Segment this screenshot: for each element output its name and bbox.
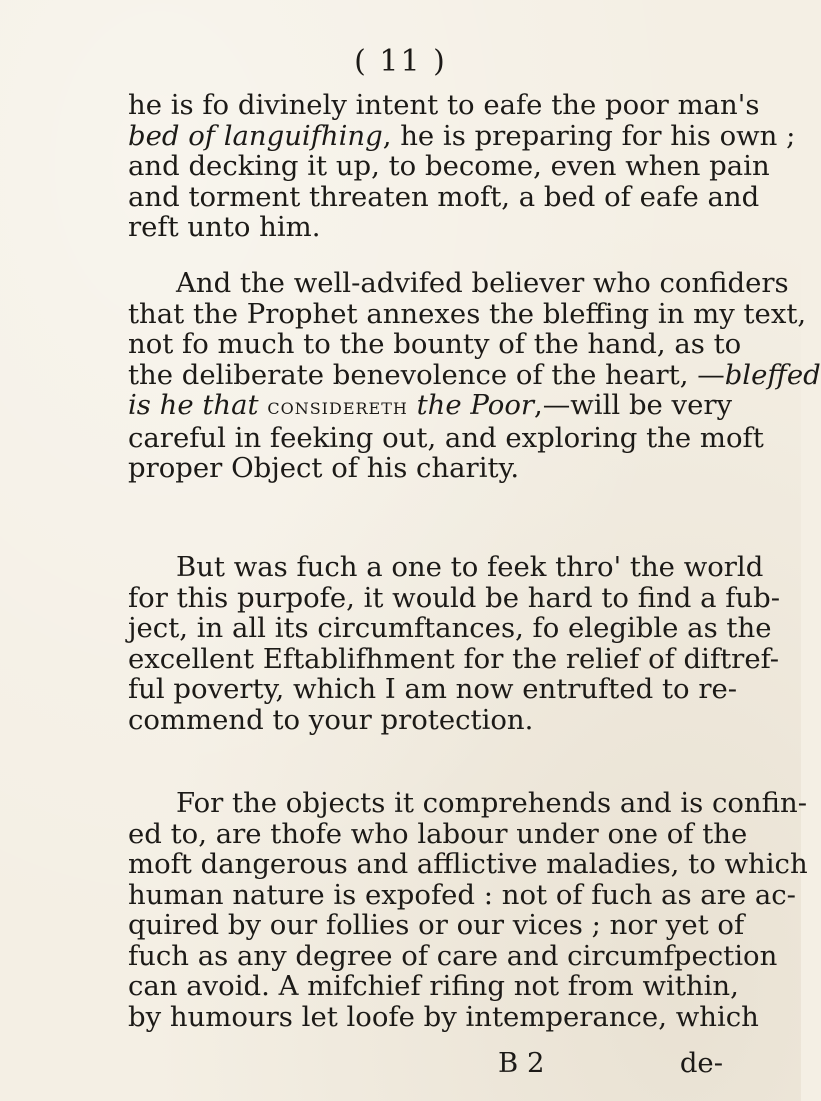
text-line: moft dangerous and afflictive maladies, to which [128,848,808,880]
small-caps-word: considereth [267,394,408,420]
text-line: by humours let loofe by intemperance, which [128,1000,759,1033]
text-line: For the objects it comprehends and is confin- [176,787,807,819]
text-line: and torment threaten moft, a bed of eafe and [128,180,760,213]
text-line [128,389,733,423]
text-line: careful in feeking out, and exploring the moft [128,421,764,454]
text-line: And the well-advifed believer who confiders [176,267,789,299]
text-line: proper Object of his charity. [128,452,520,484]
italic-phrase: bleffed [724,358,821,391]
paragraph-3 [128,551,781,736]
text-line: not fo much to the bounty of the hand, as to [128,328,742,360]
paragraph-1 [128,89,796,243]
text-line: he is fo divinely intent to eafe the poor man's [128,89,760,121]
text-fragment: the deliberate benevolence of the heart, — [128,358,725,391]
text-line: ful poverty, which I am now entrufted to re- [128,673,738,705]
page-number: ( 11 ) [354,44,447,79]
catchword: de- [679,1047,723,1079]
text-fragment: ,—will be very [534,389,733,421]
text-line: fuch as any degree of care and circumfpection [128,939,778,972]
text-line: reft unto him. [128,211,321,243]
text-line: But was fuch a one to feek thro' the world [176,551,764,583]
text-line: that the Prophet annexes the bleffing in my text, [128,297,807,330]
text-line: and decking it up, to become, even when pain [128,150,770,182]
text-line: human nature is expofed : not of fuch as are ac- [128,878,796,911]
text-line: ject, in all its circumftances, fo elegible as the [128,612,772,644]
text-line: excellent Eftablifhment for the relief of diftref- [128,642,780,675]
italic-phrase: is he that [128,389,259,421]
text-line: for this purpofe, it would be hard to find a fub- [128,581,781,614]
italic-phrase: bed of languifhing [128,119,383,152]
paragraph-4 [128,787,808,1033]
paragraph-2 [128,267,821,484]
text-fragment: , he is preparing for his own ; [382,119,796,152]
text-line: commend to your protection. [128,703,534,736]
text-line: quired by our follies or our vices ; nor yet of [128,909,745,941]
text-line [128,119,796,152]
signature-mark: B 2 [498,1047,545,1079]
text-line: can avoid. A mifchief rifing not from within, [128,970,739,1002]
text-line [128,358,821,391]
text-line: ed to, are thofe who labour under one of the [128,817,748,850]
italic-phrase: the Poor [416,389,535,421]
